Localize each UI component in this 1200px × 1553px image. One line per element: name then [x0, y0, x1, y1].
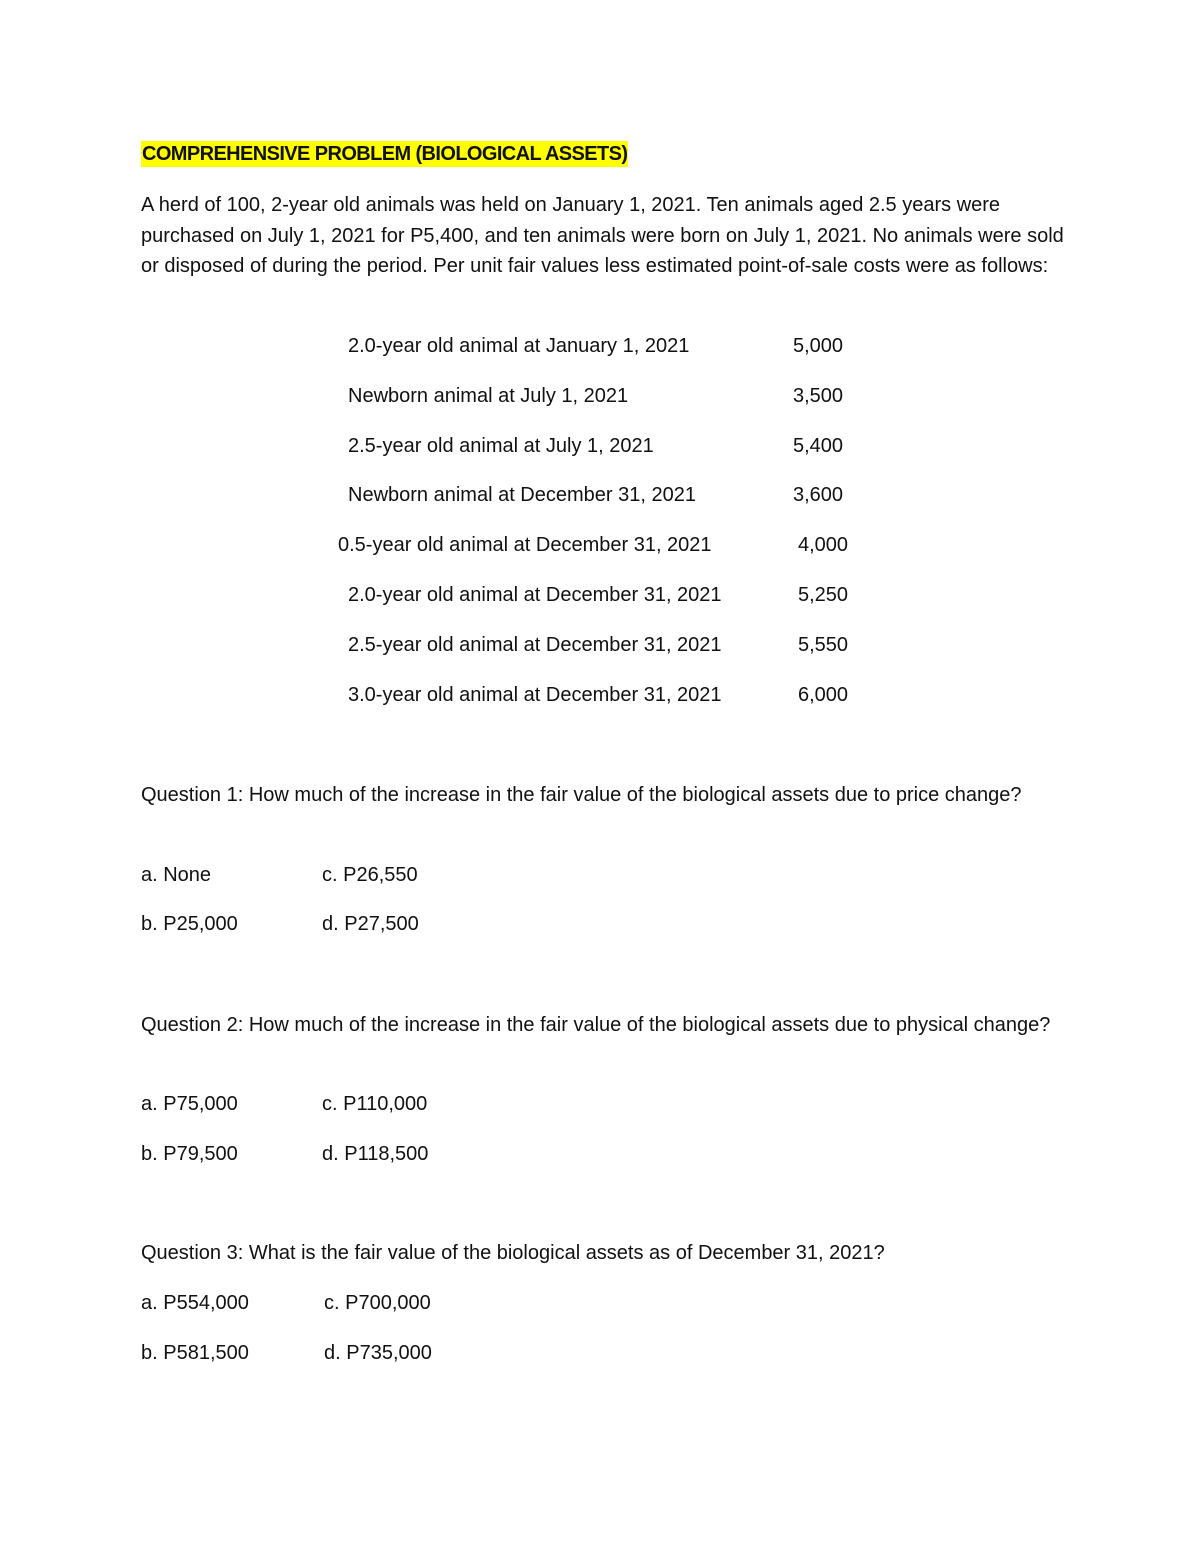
fair-value-amount: 5,550: [798, 633, 849, 656]
fair-value-row: [338, 330, 878, 380]
question-2-choice-c: c. P110,000: [322, 1093, 428, 1115]
fair-value-list: [338, 330, 878, 728]
fair-value-row: [338, 380, 878, 430]
question-2-choice-d: d. P118,500: [322, 1143, 429, 1165]
fair-value-description: 3.0-year old animal at December 31, 2021: [348, 683, 722, 706]
fair-value-description: 2.0-year old animal at December 31, 2021: [348, 583, 722, 606]
fair-value-amount: 5,000: [793, 335, 844, 357]
question-2-text: Question 2: How much of the increase in the fair value of the biological assets due to physical change?: [141, 1014, 1051, 1036]
question-1-choice-b: b. P25,000: [141, 913, 238, 935]
question-3-text: Question 3: What is the fair value of the biological assets as of December 31, 2021?: [141, 1242, 885, 1264]
question-3-choice-d: d. P735,000: [324, 1342, 432, 1364]
question-3-choice-a: a. P554,000: [141, 1292, 249, 1314]
question-2-choice-a: a. P75,000: [141, 1093, 238, 1115]
problem-title: COMPREHENSIVE PROBLEM (BIOLOGICAL ASSETS): [142, 143, 628, 165]
question-1-choice-a: a. None: [141, 864, 212, 886]
fair-value-description: 2.5-year old animal at December 31, 2021: [348, 633, 722, 656]
fair-value-row: [338, 629, 878, 679]
fair-value-description: Newborn animal at December 31, 2021: [348, 484, 696, 507]
fair-value-row: [338, 679, 878, 729]
fair-value-row: [338, 579, 878, 629]
question-2-choice-b: b. P79,500: [141, 1143, 238, 1165]
question-1-text: Question 1: How much of the increase in the fair value of the biological assets due to price change?: [141, 784, 1022, 806]
fair-value-amount: 3,500: [793, 384, 844, 407]
fair-value-amount: 6,000: [798, 683, 849, 706]
problem-intro: A herd of 100, 2-year old animals was held on January 1, 2021. Ten animals aged 2.5 years were purchased on July 1, 2021 for P5,400, and ten animals were born on July 1, 2021. No animals were sold or disposed of during the period. Per unit fair values less estimated point-of-sale costs were as follows:: [141, 194, 1064, 277]
question-3-choice-b: b. P581,500: [141, 1342, 249, 1364]
fair-value-amount: 3,600: [793, 484, 844, 507]
fair-value-amount: 4,000: [798, 534, 849, 557]
fair-value-row: [338, 529, 878, 579]
fair-value-amount: 5,400: [793, 434, 844, 457]
fair-value-description: 2.5-year old animal at July 1, 2021: [348, 434, 654, 457]
fair-value-amount: 5,250: [798, 583, 849, 606]
question-3-choice-c: c. P700,000: [324, 1292, 431, 1314]
question-1-choice-c: c. P26,550: [322, 864, 418, 886]
question-1-choice-d: d. P27,500: [322, 913, 419, 935]
fair-value-description: 0.5-year old animal at December 31, 2021: [338, 534, 712, 557]
fair-value-row: [338, 479, 878, 529]
fair-value-description: 2.0-year old animal at January 1, 2021: [348, 335, 690, 357]
fair-value-row: [338, 430, 878, 480]
fair-value-description: Newborn animal at July 1, 2021: [348, 384, 629, 407]
